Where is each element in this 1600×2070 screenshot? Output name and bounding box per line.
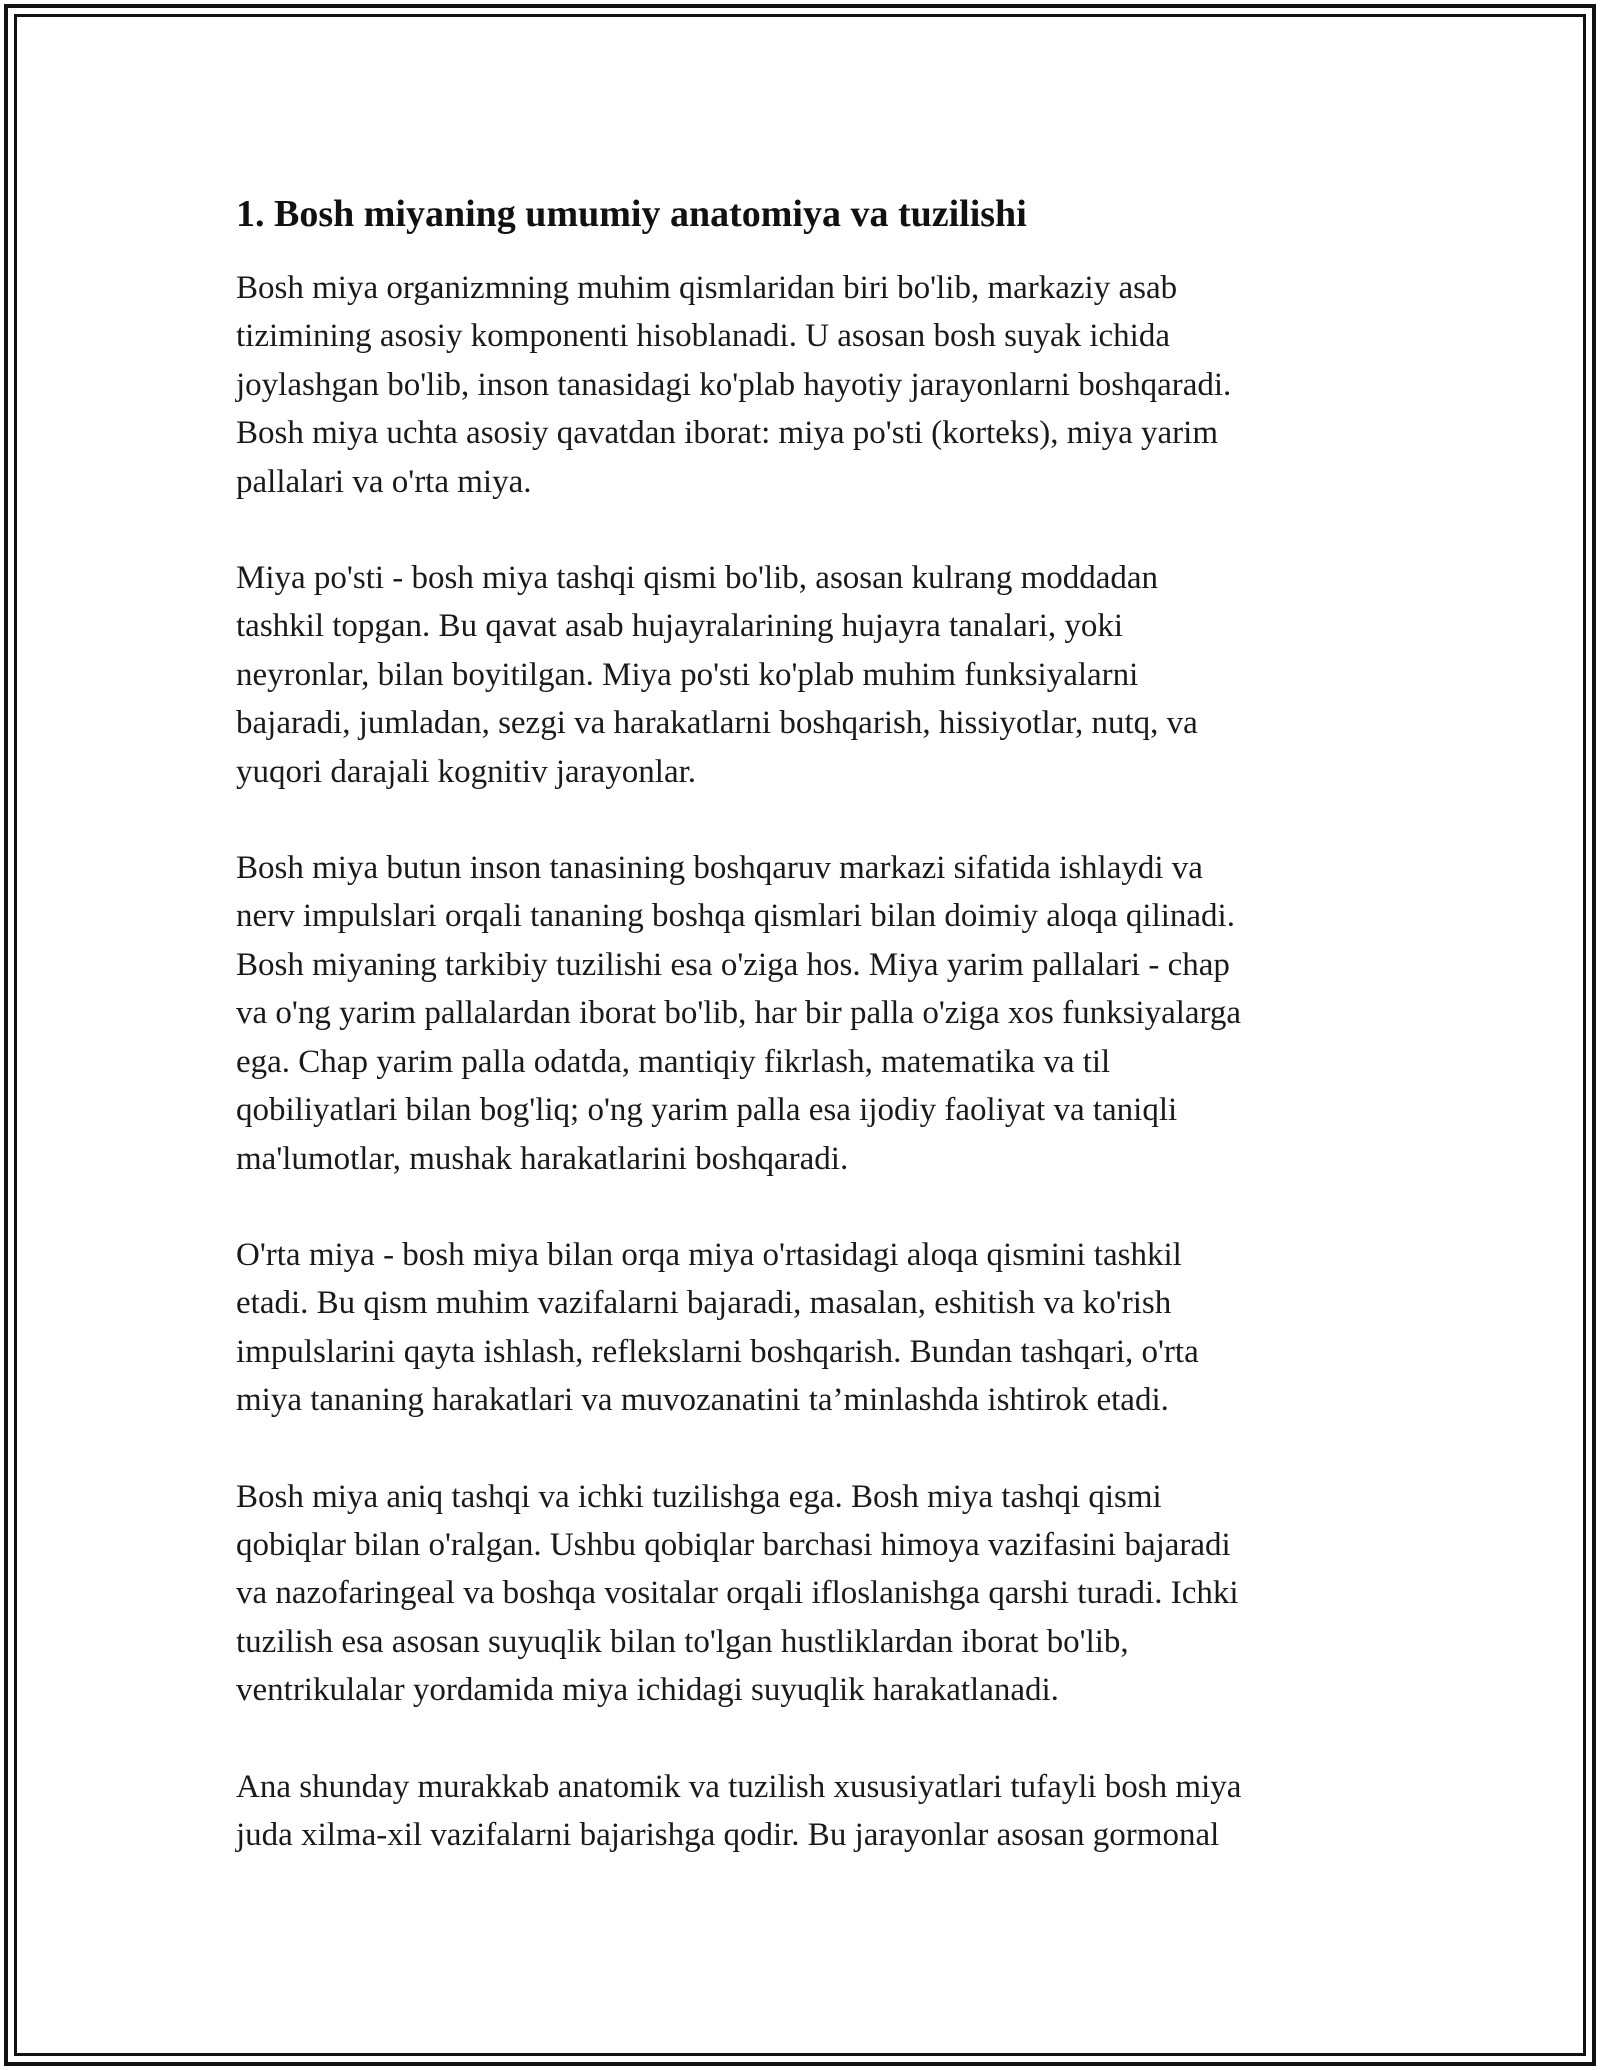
text-line: neyronlar, bilan boyitilgan. Miya po'sti ko'plab muhim funksiyalarni [236,656,1139,693]
text-line: impulslarini qayta ishlash, reflekslarni boshqarish. Bundan tashqari, o'rta [236,1333,1199,1370]
document-body [236,186,1376,1907]
text-line: va o'ng yarim pallalardan iborat bo'lib, har bir palla o'ziga xos funksiyalarga [236,995,1242,1032]
text-line: nerv impulslari orqali tananing boshqa qismlari bilan doimiy aloqa qilinadi. [236,898,1235,935]
text-line: bajaradi, jumladan, sezgi va harakatlarni boshqarish, hissiyotlar, nutq, va [236,705,1198,742]
paragraph-2 [236,554,1376,796]
text-line: Bosh miya uchta asosiy qavatdan iborat: miya po'sti (korteks), miya yarim [236,415,1218,452]
text-line: ega. Chap yarim palla odatda, mantiqiy fikrlash, matematika va til [236,1043,1111,1080]
text-line: tizimining asosiy komponenti hisoblanadi. U asosan bosh suyak ichida [236,318,1170,355]
text-line: ventrikulalar yordamida miya ichidagi suyuqlik harakatlanadi. [236,1672,1059,1709]
paragraph-5 [236,1473,1376,1715]
text-line: miya tananing harakatlari va muvozanatini ta’minlashda ishtirok etadi. [236,1382,1169,1419]
text-line: Bosh miyaning tarkibiy tuzilishi esa o'ziga hos. Miya yarim pallalari - chap [236,946,1230,983]
text-line: pallalari va o'rta miya. [236,463,532,500]
text-line: va nazofaringeal va boshqa vositalar orqali ifloslanishga qarshi turadi. Ichki [236,1575,1239,1612]
text-line: Bosh miya organizmning muhim qismlaridan biri bo'lib, markaziy asab [236,270,1178,306]
paragraph-6 [236,1763,1376,1860]
paragraph-4 [236,1231,1376,1425]
text-line: yuqori darajali kognitiv jarayonlar. [236,753,697,790]
text-line: etadi. Bu qism muhim vazifalarni bajaradi, masalan, eshitish va ko'rish [236,1285,1172,1322]
text-line: qobiliyatlari bilan bog'liq; o'ng yarim palla esa ijodiy faoliyat va taniqli [236,1092,1178,1129]
text-line: tashkil topgan. Bu qavat asab hujayralarining hujayra tanalari, yoki [236,608,1124,645]
text-line: juda xilma-xil vazifalarni bajarishga qodir. Bu jarayonlar asosan gormonal [236,1816,1220,1853]
text-line: Bosh miya aniq tashqi va ichki tuzilishga ega. Bosh miya tashqi qismi [236,1478,1162,1515]
text-line: ma'lumotlar, mushak harakatlarini boshqaradi. [236,1140,849,1177]
text-line: Miya po'sti - bosh miya tashqi qismi bo'lib, asosan kulrang moddadan [236,560,1159,597]
paragraph-3 [236,844,1376,1183]
text-line: joylashgan bo'lib, inson tanasidagi ko'plab hayotiy jarayonlarni boshqaradi. [236,366,1232,403]
paragraph-1 [236,264,1376,506]
text-line: Ana shunday murakkab anatomik va tuzilish xususiyatlari tufayli bosh miya [236,1768,1242,1805]
text-line: tuzilish esa asosan suyuqlik bilan to'lgan hustliklardan iborat bo'lib, [236,1623,1129,1660]
text-line: O'rta miya - bosh miya bilan orqa miya o'rtasidagi aloqa qismini tashkil [236,1236,1182,1273]
text-line: Bosh miya butun inson tanasining boshqaruv markazi sifatida ishlaydi va [236,850,1203,887]
section-heading: 1. Bosh miyaning umumiy anatomiya va tuzilishi [236,193,1027,235]
text-line: qobiqlar bilan o'ralgan. Ushbu qobiqlar barchasi himoya vazifasini bajaradi [236,1526,1231,1563]
